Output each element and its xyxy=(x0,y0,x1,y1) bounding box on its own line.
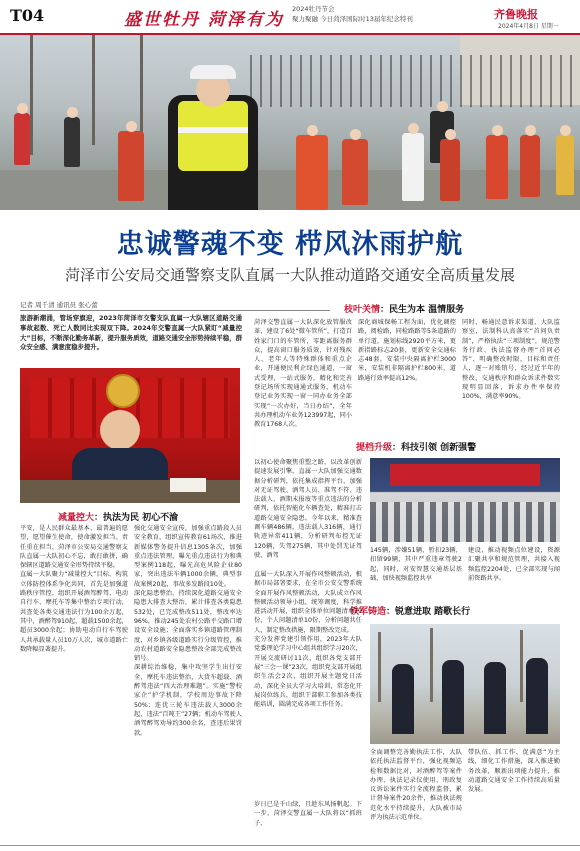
photo-officer xyxy=(484,662,506,734)
col3-text xyxy=(254,318,352,430)
paragraph: 深耕综治维稳，集中攻坚学生出行安全，摩托车违法整治，大货车超载、酒醉驾违法“四大治理难题”。实施“警校家企”护学机制，学校周边事故下降50%；连优三轮车违法载人3000余起，违法“百吨王”27辆；机动车驾驶人酒驾醉驾劝导约300余名，查违后果罚款。 xyxy=(134,664,242,737)
paragraph: 平安，是人民群众最基本、最普遍的愿望，愿望催生使命，使命激发担当。责任重在担当，菏泽市公安局交通警察支队直属一大队初心不忘，敢打敢拼，确保辖区道路交通安全形势持续平稳。 xyxy=(20,525,128,570)
paragraph: 带队伍、抓工作、促满意“为主线，细化工作措施，深入推进勤务改革，顺新出项能力提升，推动道路交通安全工作持续高质量发展。 xyxy=(468,749,560,794)
photo-child xyxy=(296,135,328,210)
col4c-text xyxy=(468,546,560,583)
paragraph: 直属一大队聚力“减量控大”目标，构筑立体防控体系争化共同，首先是加强道路秩序管控，组织开展酒驾醉驾、电动自行车、摩托车等集中整治专项行动，共查处各类交通违法行为100余万起，其中，酒醉驾910起，超载1500余起，超员3000余起；协助电动自行车驾驶人共承载量人员10万人次，城市道路亡数降幅显著提升。 xyxy=(20,571,128,653)
col3c-text xyxy=(462,318,560,402)
photo-child xyxy=(556,135,574,195)
photo-tree xyxy=(30,35,33,155)
photo-child xyxy=(402,133,424,201)
paragraph: 充分发挥党建引领作用，2023年大队党委理论学习中心组共组织学习20次，开展交流研讨11次，组织各党支部开展“三会一课”23次，组织党支部开展组织生活会2次，组织开展主题党日活动，深化全员大学习大培训，常态化开展岗位练兵，组织干部职工参加各类技能培训，圆满完成各项工作任务。 xyxy=(254,636,362,709)
section-heading-3: 提档升级：科技引领 创新强警 xyxy=(356,443,477,453)
paragraph: 建设，推动视频点位建设，资源汇聚共享和规范管理，共接入视频监控2204处，已全部实现与闻前资路共享。 xyxy=(468,547,560,582)
paragraph: 以初心使命聚焦重塑之路，以改革创新提速发展引擎，直属一大队加强交通数据分析研判，依托集成指挥平台，加强对无证驾驶、酒驾人员、准驾不符、违法载人、酒期未报废等重点违法的分析研判，依托智能化车辆查处，精准打击道路交通安全隐患。今年以来，精准查调车辆486辆，违法载人316辆，通行轨迹异常411辆，分析研判布控无证120辆，失驾275辆，其中处罚无证驾驶、酒驾 xyxy=(254,459,362,559)
paragraph: 菏泽交警直属一大队深化放管服改革，建设了6处“微车管所”，打造百姓家门口的车管所，零距离服务群众，提高窗口服务质效，针对残疾人、老年人等特殊群体和重点企业，开通便民利企绿色通道，一窗式受理，一站式服务，精化和完善登记场所实现通通式服务，机动车登记业务实现一窗一同办业务全部实现“一次办好，当日办结”，全年共办理机动车业务123997起，同小教育1768人次。 xyxy=(254,319,352,429)
paragraph: 深化商城保畅工程为面，优化调控路，阅检路，同检路路等5条道路的单行道，施划标线2920平方米，更新指路标志20套，更新安全交通标志48套，安装中央隔离护栏3000米，安装机非隔离护栏800米，道路通行效率提高12%。 xyxy=(358,319,456,382)
paragraph: 全面调整完善勤执法工作，大队依托执法监督平台，强化视频巡检和数据比对，对酒醉驾等案件办理、执法记录仪使用、刑政复议诉讼案件实行全流程监督，累计督导案件20余件，推动执法规范化水平持续提升，大队被市局评为执法示范单位。 xyxy=(370,749,462,822)
event-subtitle: 聚力聚融 今日菏泽国际时13届年纪念特刊 xyxy=(292,15,413,23)
police-emblem-icon xyxy=(106,374,140,408)
page-number: T04 xyxy=(10,6,45,25)
paragraph: 强化交通安全宣传，加强重点路段人员安全教育，组织宣传教育61场次，推进新媒体警务提升信息1305条次，加强重点违法管理，曝光重点违法行为和典型案例118起，曝光高危风险企业80家，突出违法车辆1000余辆，典型事故案例20起，事故多发路段10处。 xyxy=(134,525,242,588)
col2-text xyxy=(134,524,242,738)
paragraph: 岁日已是千山绿，且趁东风扬帆起。下一步，菏泽交警直属一大队将以“抓班子、 xyxy=(254,801,362,827)
photo-tree xyxy=(92,35,95,145)
col5-text xyxy=(254,570,362,709)
col6b-text xyxy=(468,748,560,794)
lead-paragraph: 旅游新潮涌，管场穿旗迎，2023年菏泽市交警支队直属一大队辖区道路交通事故起数、死亡人数同比实现双下降。2024年交警直属一大队紧盯“减量控大”目标，不断深化勤务革新，提升服务质效，道路交通安全形势持续平稳，群众安全感、满意度稳步提升。 xyxy=(20,314,242,352)
stage-banner xyxy=(390,464,540,486)
photo-child xyxy=(440,139,460,201)
event-title: 2024牡丹节会 xyxy=(292,5,335,13)
headline: 忠诚警魂不变 栉风沐雨护航 xyxy=(116,229,464,260)
paragraph: 145辆，涉嫌51辆，暂扣23辆，扣留99辆，其中严重违章驾驶2起，同时，对安智慧交通基层基础，加快视频监控共享 xyxy=(370,547,462,582)
paragraph: 直属一大队深入开展作风整顿活动，根据市局部署要求，在全市公安交警系统全面开展作风整顿活动，大队成立作风整顿活动领导小组，统筹调度，科学推进活动开展，组织全体单位问题清单29份，个人问题清单10份，分析问题共任人，制定整改措施，限期整改完成。 xyxy=(254,571,362,634)
section-heading-4: 铁军铸造：锐意进取 踏歌长行 xyxy=(350,607,471,617)
photo-child xyxy=(118,131,144,201)
audience xyxy=(370,502,560,542)
header-slogan: 盛世牡丹 菏泽有为 xyxy=(124,10,284,30)
hero-photo xyxy=(0,35,580,210)
col6-text xyxy=(370,748,462,822)
col4b-text xyxy=(370,546,462,583)
photo-child xyxy=(486,135,508,199)
officers-outdoor-photo xyxy=(370,624,560,744)
meeting-photo xyxy=(370,458,560,542)
name-placard xyxy=(170,478,206,492)
photo-officer xyxy=(526,658,548,734)
officer-portrait-photo xyxy=(20,368,240,503)
newspaper-logo: 齐鲁晚报 xyxy=(494,8,538,21)
photo-officer-vest xyxy=(178,101,248,171)
col7-text xyxy=(254,800,362,828)
issue-date: 2024年4月8日 星期一 xyxy=(498,23,559,30)
photo-officer xyxy=(392,664,414,734)
section-heading-1: 减量控大：执法为民 初心不渝 xyxy=(58,513,179,523)
col1-text xyxy=(20,524,128,654)
col4-text xyxy=(254,458,362,560)
photo-child xyxy=(14,113,30,165)
photo-child xyxy=(342,139,368,205)
paragraph: 同时，畅通民意诉求渠道，大队监察室，法制科认真落实“首问负责制”，严格执法“三项制度”，规范警务行政、执法监督办理“首问必答”、明确整改时限，目标和责任人，逐一对账销号，经过近半年的整改，交通秩序和群众诉求件数实现明显回落，诉求办件率保持100%，满意率90%。 xyxy=(462,319,560,401)
photo-child xyxy=(64,117,80,167)
section-heading-2: 枝叶关情：民生为本 温情服务 xyxy=(344,305,465,315)
photo-child xyxy=(520,135,540,197)
col3b-text xyxy=(358,318,456,383)
page-header xyxy=(0,0,580,34)
byline: 记者 周千清 通讯员 张心蕾 xyxy=(20,301,98,309)
photo-fence xyxy=(250,55,580,107)
subheadline: 菏泽市公安局交通警察支队直属一大队推动道路交通安全高质量发展 xyxy=(64,266,515,284)
photo-officer xyxy=(442,660,464,734)
paragraph: 深化隐患整治，持续深化道路交通安全隐患大排查大整治，累计排查各类隐患532处，已完成整改511处，整改率达96%，推动245处农村公路平交路口增设安全设施；全面落实乡镇道路管理制度，对乡镇各级道路实行分级管控，推动农村道路安全隐患整改全部完成整改销号。 xyxy=(134,590,242,663)
